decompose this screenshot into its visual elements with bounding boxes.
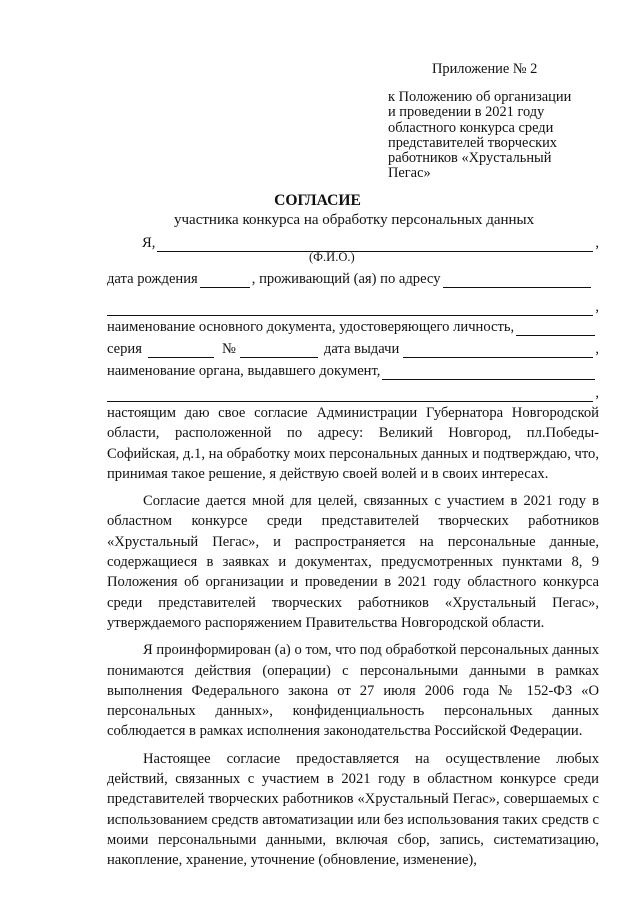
issuer-field[interactable] (382, 365, 595, 380)
issuer-label: наименование органа, выдавшего документ, (107, 363, 381, 379)
address-field-continued[interactable] (107, 301, 593, 316)
appendix-line: к Положению об организации (388, 89, 572, 106)
paragraph-informed: Я проинформирован (а) о том, что под обработкой персональных данных понимаются действия (операции) с персональными данными в рамках выполнения Федерального закона от 27 июля 2006 года № 152-ФЗ «О персональных данных», конфиденциальность персональных данных соблюдается в рамках исполнения законодательства Российской Федерации. (107, 642, 599, 740)
appendix-header (388, 62, 613, 181)
appendix-line: и проведении в 2021 году (388, 104, 545, 121)
number-field[interactable] (240, 343, 318, 358)
residing-label: , проживающий (ая) по адресу (251, 271, 441, 287)
address-field[interactable] (443, 273, 591, 288)
appendix-line: представителей творческих (388, 134, 557, 151)
paragraph-purpose: Согласие дается мной для целей, связанных с участием в 2021 году в областном конкурсе среди представителей творческих работников «Хрустальный Пегас», и распространяется на персональные данные, содержащиеся в заявках и документах, предусмотренных пунктами 8, 9 Положения об организации и проведении в 2021 году областного конкурса среди представителей творческих работников «Хрустальный Пегас», утверждаемого распоряжением Правительства Новгородской области. (107, 493, 599, 631)
consent-body (107, 403, 599, 871)
issuer-field-continued[interactable] (107, 387, 593, 402)
issuer-continuation-row (107, 382, 599, 402)
series-label: серия (107, 341, 142, 357)
issuer-row (107, 360, 599, 380)
birth-date-field[interactable] (200, 273, 250, 288)
birth-label: дата рождения (107, 271, 198, 287)
birth-address-row (107, 268, 599, 288)
series-number-row (107, 338, 599, 358)
i-label: Я, (142, 235, 156, 251)
fio-field[interactable] (157, 237, 593, 252)
comma: , (595, 385, 599, 401)
appendix-line: областного конкурса среди (388, 119, 554, 136)
series-field[interactable] (148, 343, 214, 358)
appendix-title: Приложение № 2 (432, 61, 538, 77)
paragraph-scope: Настоящее согласие предоставляется на осуществление любых действий, связанных с участием в 2021 году в областном конкурсе среди представителей творческих работников «Хрустальный Пегас», совершаемых с использованием средств автоматизации или без использования таких средств с моими персональными данными, включая сбор, запись, систематизацию, накопление, хранение, уточнение (обновление, изменение), (107, 750, 599, 869)
comma: , (595, 341, 599, 357)
address-continuation-row (107, 296, 599, 316)
issue-date-field[interactable] (403, 343, 593, 358)
appendix-line: Пегас» (388, 165, 431, 182)
fio-hint: (Ф.И.О.) (309, 250, 355, 264)
paragraph-consent: настоящим даю свое согласие Администрации Губернатора Новгородской области, расположенной по адресу: Великий Новгород, пл.Победы-Софийская, д.1, на обработку моих персональных данных и подтверждаю, что, принимая такое решение, я действую своей волей и в своих интересах. (107, 405, 599, 482)
document-title: СОГЛАСИЕ (274, 192, 361, 209)
issue-date-label: дата выдачи (323, 341, 400, 357)
comma: , (595, 299, 599, 315)
comma: , (595, 235, 599, 251)
id-document-row (107, 316, 599, 336)
id-document-label: наименование основного документа, удостоверяющего личность, (107, 319, 515, 335)
fio-row (107, 232, 599, 252)
appendix-line: работников «Хрустальный (388, 150, 552, 167)
number-label: № (221, 341, 236, 357)
id-document-field[interactable] (516, 321, 595, 336)
document-subtitle: участника конкурса на обработку персональных данных (174, 212, 535, 228)
